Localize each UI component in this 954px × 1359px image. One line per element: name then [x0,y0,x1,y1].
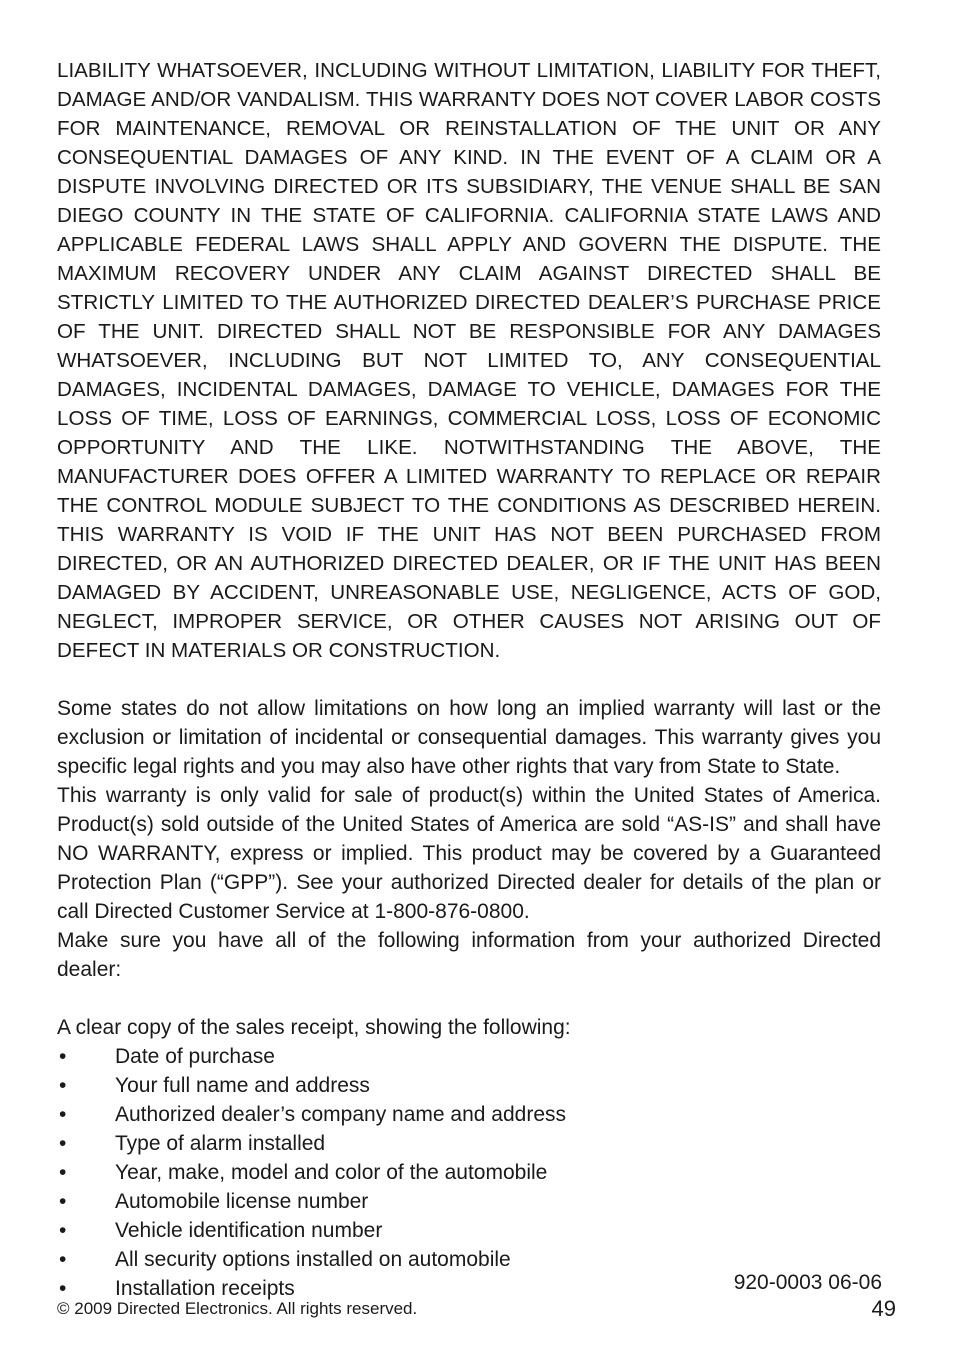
bullet-icon: • [59,1190,67,1213]
list-item: • Your full name and address [57,1071,881,1100]
list-item: • All security options installed on automobile [57,1245,881,1274]
state-rights-paragraph: Some states do not allow limitations on how long an implied warranty will last or the exclusion or limitation of incidental or consequential damages. This warranty gives you specific legal rights and you may also have other rights that vary from State to State. [57,697,881,778]
page-number: 49 [871,1296,896,1321]
document-number: 920-0003 06-06 [733,1271,882,1294]
list-item: • Type of alarm installed [57,1129,881,1158]
bullet-icon: • [59,1248,67,1271]
bullet-icon: • [59,1045,67,1068]
spacer [57,984,881,1013]
list-item: • Vehicle identification number [57,1216,881,1245]
copyright-notice: © 2009 Directed Electronics. All rights reserved. [57,1299,418,1318]
list-item: • Authorized dealer’s company name and address [57,1100,881,1129]
dealer-info-paragraph: Make sure you have all of the following information from your authorized Directed dealer: [57,929,881,981]
spacer [57,665,881,694]
warranty-validity-paragraph: This warranty is only valid for sale of product(s) within the United States of America. Product(s) sold outside of the United States of America are sold “AS-IS” and shall have NO WARRANTY, express or implied. This product may be covered by a Guaranteed Protection Plan (“GPP”). See your authorized Directed dealer for details of the plan or call Directed Customer Service at 1-800-876-0800. [57,784,881,923]
list-item: • Automobile license number [57,1187,881,1216]
bullet-icon: • [59,1074,67,1097]
bullet-icon: • [59,1277,67,1300]
bullet-icon: • [59,1103,67,1126]
bullet-icon: • [59,1219,67,1242]
list-item: • Installation receipts [57,1274,881,1303]
receipt-intro: A clear copy of the sales receipt, showing the following: [57,1016,571,1039]
list-item: • Year, make, model and color of the automobile [57,1158,881,1187]
receipt-requirements-list [57,1042,881,1303]
bullet-icon: • [59,1161,67,1184]
bullet-icon: • [59,1132,67,1155]
page-body [57,56,881,1303]
list-item: • Date of purchase [57,1042,881,1071]
warranty-limitation-text: LIABILITY WHATSOEVER, INCLUDING WITHOUT LIMITATION, LIABILITY FOR THEFT, DAMAGE AND/OR VANDALISM. THIS WARRANTY DOES NOT COVER LABOR COSTS FOR MAINTENANCE, REMOVAL OR REINSTALLATION OF THE UNIT OR ANY CONSEQUENTIAL DAMAGES OF ANY KIND. IN THE EVENT OF A CLAIM OR A DISPUTE INVOLVING DIRECTED OR ITS SUBSIDIARY, THE VENUE SHALL BE SAN DIEGO COUNTY IN THE STATE OF CALIFORNIA. CALIFORNIA STATE LAWS AND APPLICABLE FEDERAL LAWS SHALL APPLY AND GOVERN THE DISPUTE. THE MAXIMUM RECOVERY UNDER ANY CLAIM AGAINST DIRECTED SHALL BE STRICTLY LIMITED TO THE AUTHORIZED DIRECTED DEALER’S PURCHASE PRICE OF THE UNIT. DIRECTED SHALL NOT BE RESPONSIBLE FOR ANY DAMAGES WHATSOEVER, INCLUDING BUT NOT LIMITED TO, ANY CONSEQUENTIAL DAMAGES, INCIDENTAL DAMAGES, DAMAGE TO VEHICLE, DAMAGES FOR THE LOSS OF TIME, LOSS OF EARNINGS, COMMERCIAL LOSS, LOSS OF ECONOMIC OPPORTUNITY AND THE LIKE. NOTWITHSTANDING THE ABOVE, THE MANUFACTURER DOES OFFER A LIMITED WARRANTY TO REPLACE OR REPAIR THE CONTROL MODULE SUBJECT TO THE CONDITIONS AS DESCRIBED HEREIN. THIS WARRANTY IS VOID IF THE UNIT HAS NOT BEEN PURCHASED FROM DIRECTED, OR AN AUTHORIZED DIRECTED DEALER, OR IF THE UNIT HAS BEEN DAMAGED BY ACCIDENT, UNREASONABLE USE, NEGLIGENCE, ACTS OF GOD, NEGLECT, IMPROPER SERVICE, OR OTHER CAUSES NOT ARISING OUT OF DEFECT IN MATERIALS OR CONSTRUCTION. [57,59,881,662]
